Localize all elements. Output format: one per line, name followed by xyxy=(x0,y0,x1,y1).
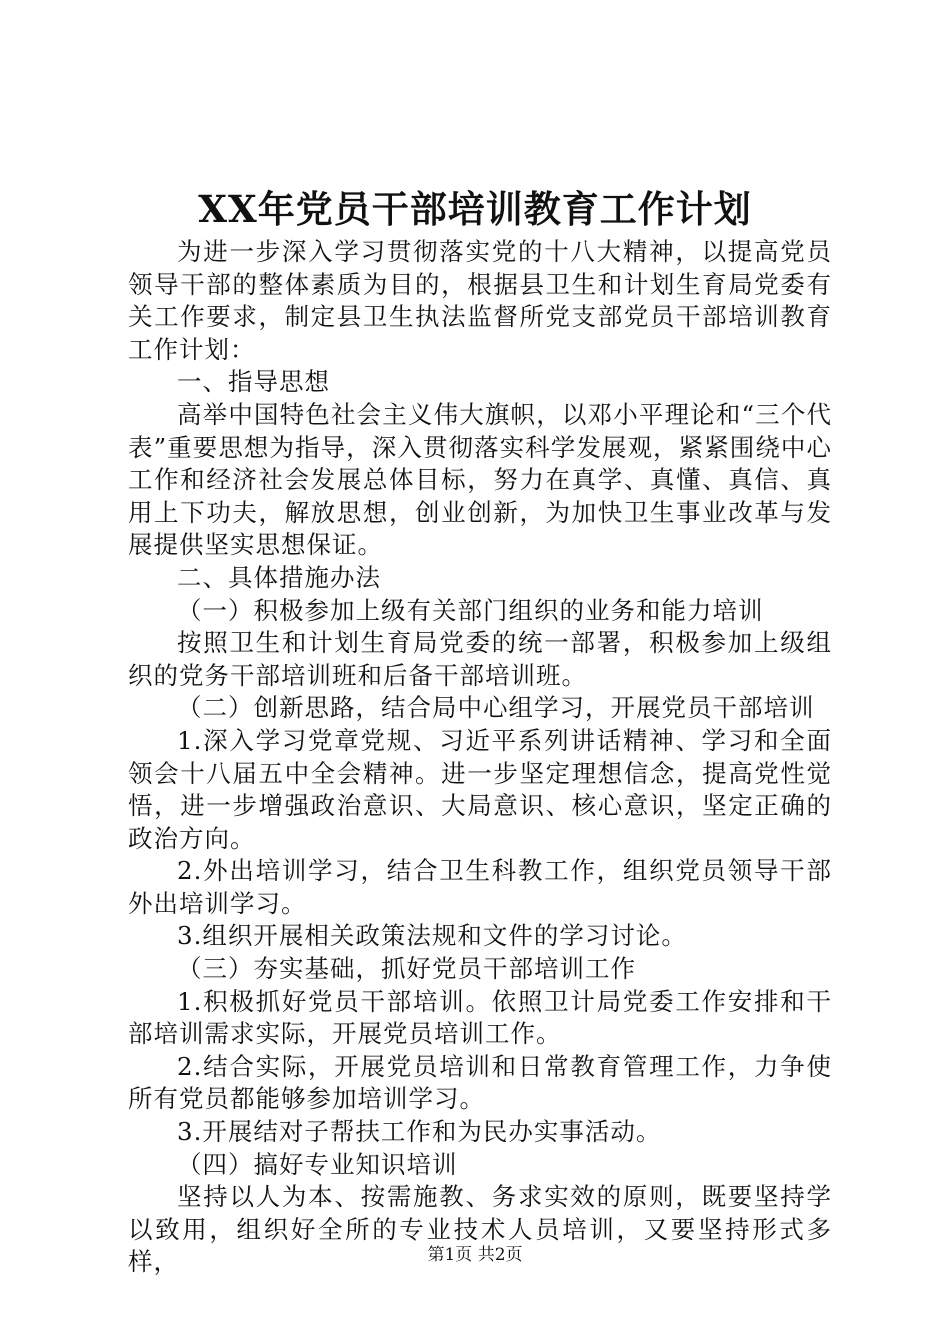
subsection-2-item-3: 3.组织开展相关政策法规和文件的学习讨论。 xyxy=(177,921,687,951)
subsection-4-paragraph: 坚持以人为本、按需施教、务求实效的原则，既要坚持学以致用，组织好全所的专业技术人员培训，又要坚持形式多样， xyxy=(128,1182,832,1277)
document-title: XX年党员干部培训教育工作计划 xyxy=(198,187,752,231)
subsection-2-item-2: 2.外出培训学习，结合卫生科教工作，组织党员领导干部外出培训学习。 xyxy=(128,856,832,918)
subsection-heading-3: （三）夯实基础，抓好党员干部培训工作 xyxy=(177,954,636,984)
subsection-heading-1: （一）积极参加上级有关部门组织的业务和能力培训 xyxy=(177,595,764,625)
document-body xyxy=(128,236,832,1279)
subsection-1-paragraph: 按照卫生和计划生育局党委的统一部署，积极参加上级组织的党务干部培训班和后备干部培训班。 xyxy=(128,628,832,690)
section-heading-measures: 二、具体措施办法 xyxy=(177,562,381,592)
intro-paragraph: 为进一步深入学习贯彻落实党的十八大精神，以提高党员领导干部的整体素质为目的，根据县卫生和计划生育局党委有关工作要求，制定县卫生执法监督所党支部党员干部培训教育工作计划： xyxy=(128,237,832,364)
subsection-2-item-1: 1.深入学习党章党规、习近平系列讲话精神、学习和全面领会十八届五中全会精神。进一步坚定理想信念，提高党性觉悟，进一步增强政治意识、大局意识、核心意识，坚定正确的政治方向。 xyxy=(128,725,832,853)
subsection-3-item-3: 3.开展结对子帮扶工作和为民办实事活动。 xyxy=(177,1117,662,1147)
subsection-3-item-1: 1.积极抓好党员干部培训。依照卫计局党委工作安排和干部培训需求实际，开展党员培训工作。 xyxy=(128,986,832,1049)
subsection-heading-2: （二）创新思路，结合局中心组学习，开展党员干部培训 xyxy=(177,693,815,723)
page-footer: 第1页 共2页 xyxy=(427,1245,523,1265)
section-heading-guiding-ideology: 一、指导思想 xyxy=(177,367,330,397)
subsection-3-item-2: 2.结合实际，开展党员培训和日常教育管理工作，力争使所有党员都能够参加培训学习。 xyxy=(128,1051,832,1114)
subsection-heading-4: （四）搞好专业知识培训 xyxy=(177,1149,458,1179)
guiding-ideology-paragraph: 高举中国特色社会主义伟大旗帜，以邓小平理论和“三个代表”重要思想为指导，深入贯彻落实科学发展观，紧紧围绕中心工作和经济社会发展总体目标，努力在真学、真懂、真信、真用上下功夫，解放思想，创业创新，为加快卫生事业改革与发展提供坚实思想保证。 xyxy=(128,399,832,560)
